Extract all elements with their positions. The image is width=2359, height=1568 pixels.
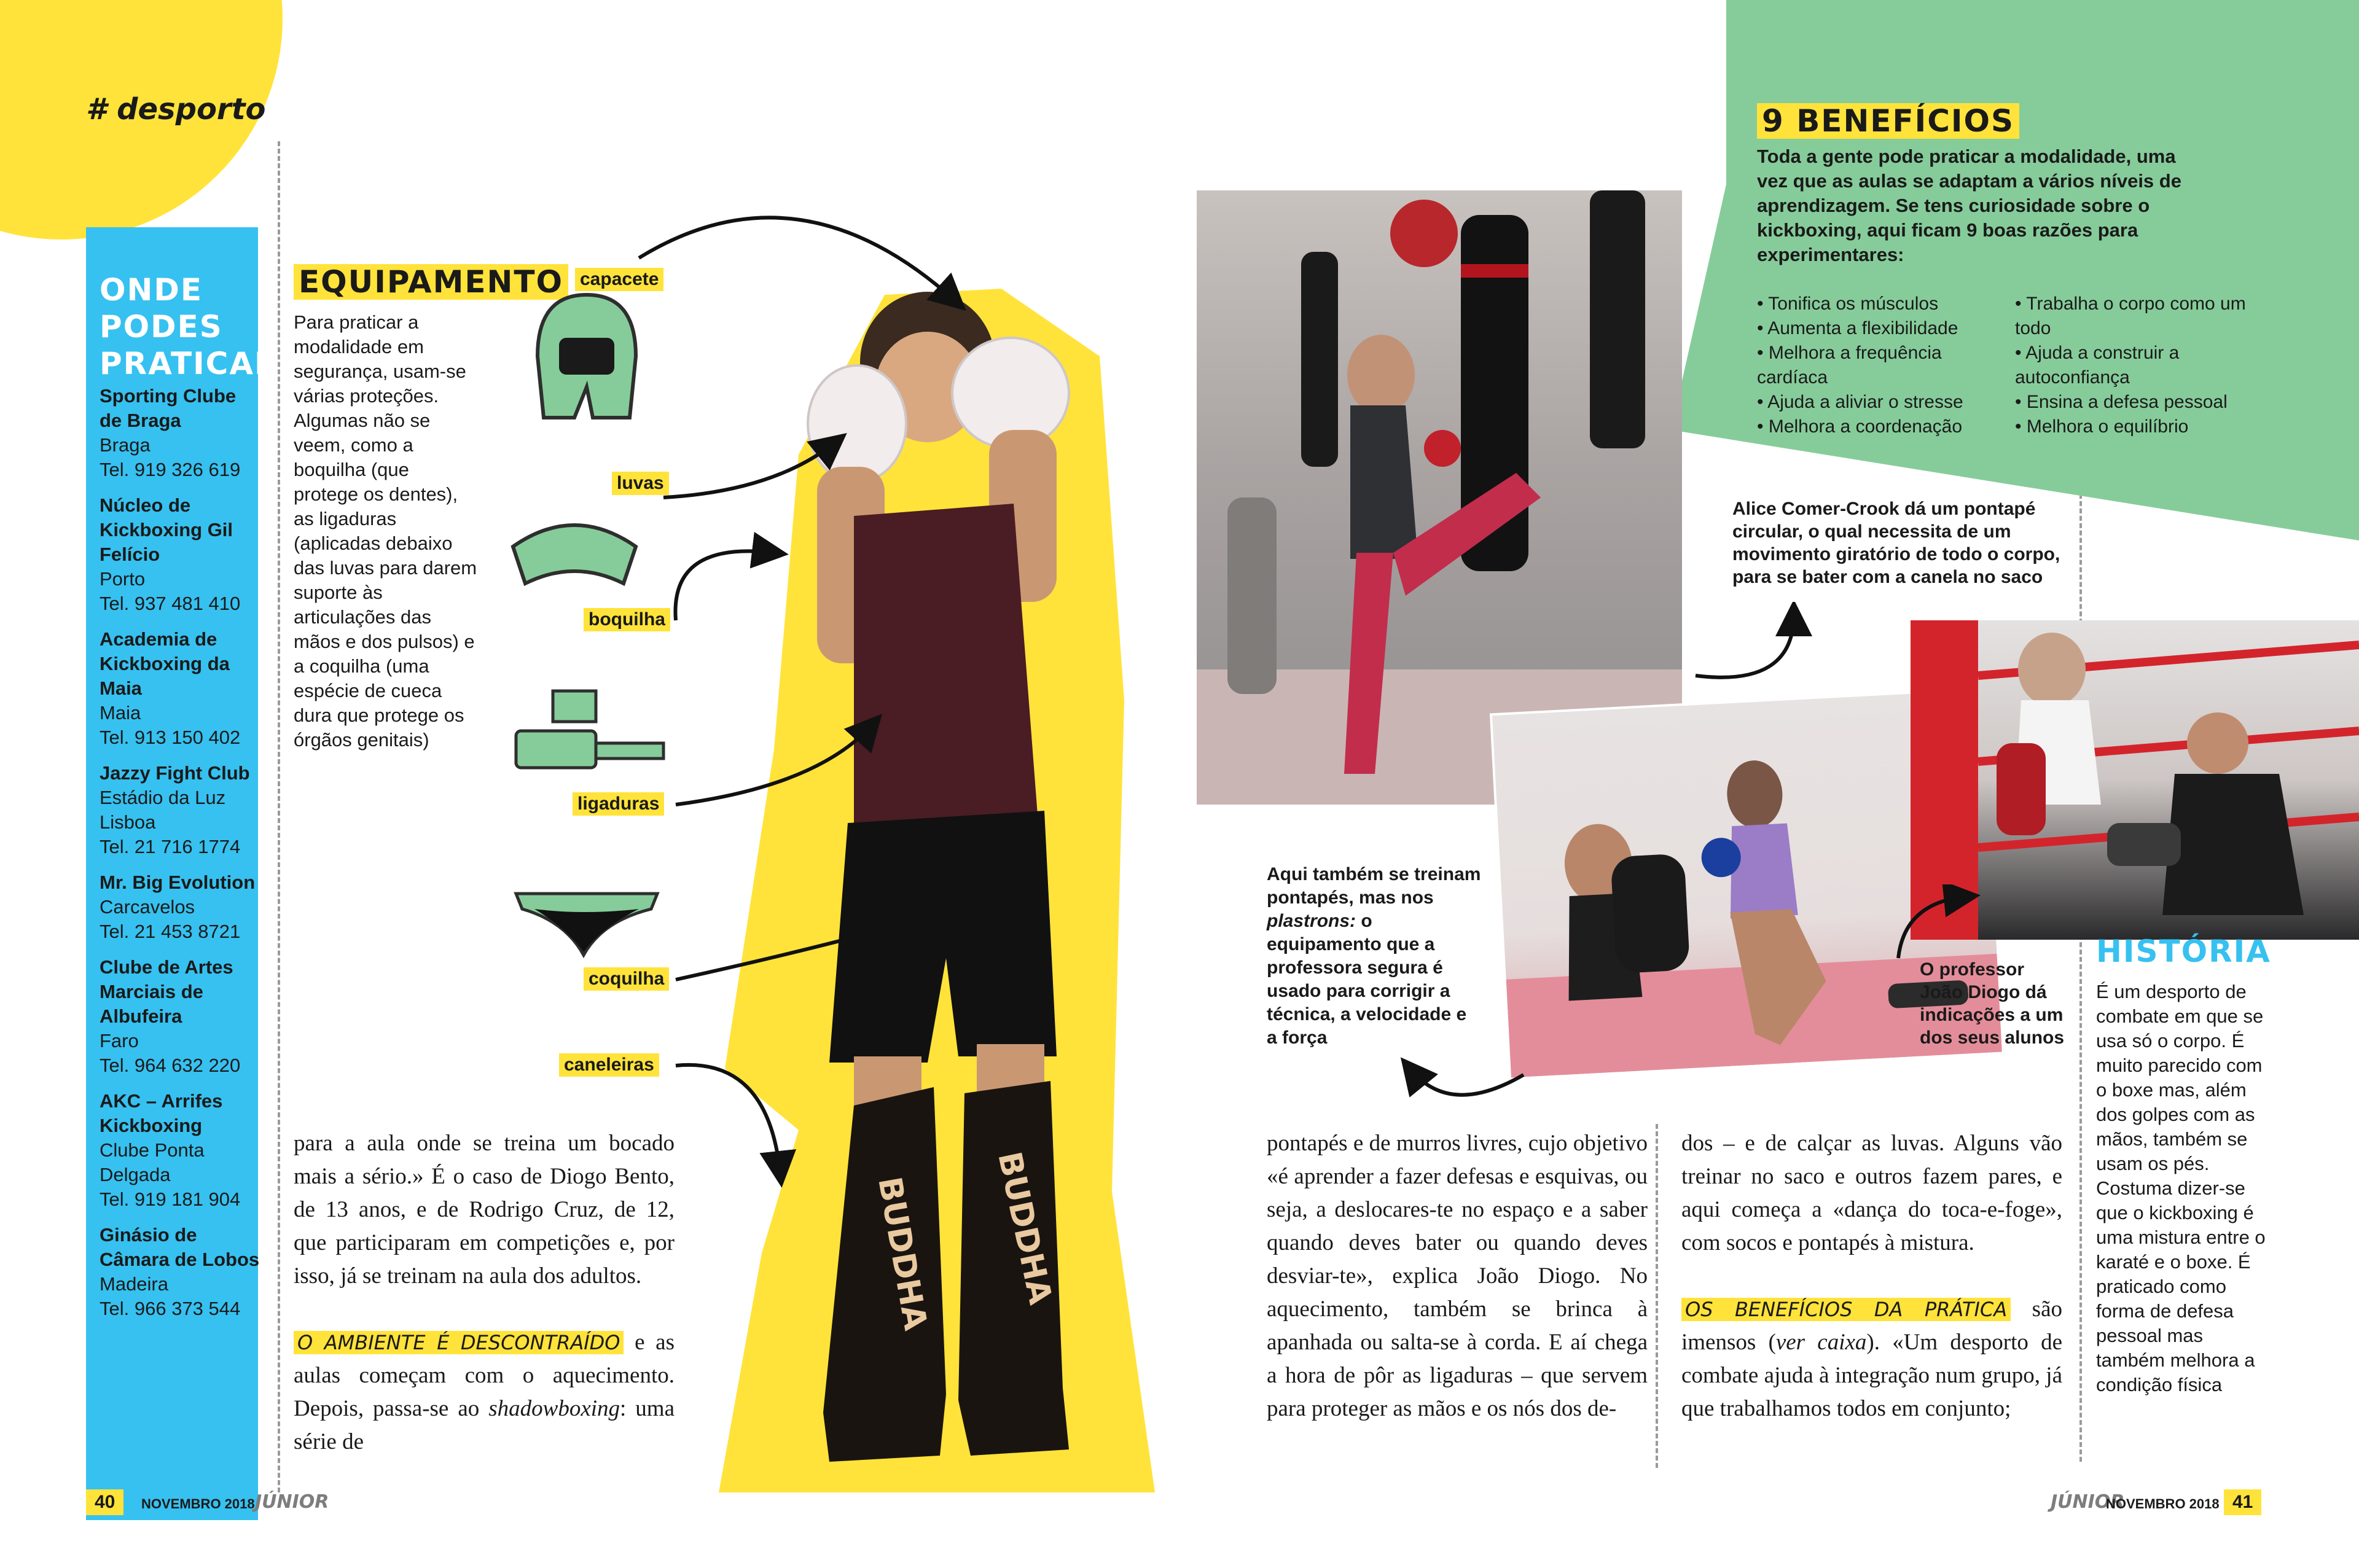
arrow-alice: [1696, 614, 1794, 677]
article-col-3: dos – e de calçar as luvas. Alguns vão treinar no saco e outros fazem pares, e aqui começa a «dança do toca-e-foge», com socos e pontapés à mistura. OS BENEFÍCIOS DA PRÁTICA são imensos (ver caixa). «Um desporto de combate ajuda à integração num grupo, já que trabalhamos todos em conjunto;: [1681, 1131, 2063, 1421]
arrow-coquilha: [676, 909, 958, 980]
venue-item: Jazzy Fight Club Estádio da Luz Lisboa Tel. 21 716 1774: [100, 762, 250, 857]
equipment-text: Para praticar a modalidade em segurança, usam-se várias proteções. Algumas não se veem, como a boquilha (que protege os dentes), as ligaduras (aplicadas debaixo das luvas para darem suporte às articulações das mãos e dos pulsos) e a coquilha (uma espécie de cueca dura que protege os órgãos genitais): [294, 311, 477, 751]
caption-alice: Alice Comer-Crook dá um pontapé circular, o qual necessita de um movimento giratório de todo o corpo, para se bater com a canela no saco: [1732, 499, 2060, 587]
label-ligaduras: ligaduras: [573, 792, 664, 816]
benefit-item: • Ajuda a aliviar o stresse: [1757, 392, 1963, 412]
venue-item: AKC – Arrifes Kickboxing Clube Ponta Delgada Tel. 919 181 904: [100, 1090, 241, 1210]
benefit-item: • Ensina a defesa pessoal: [2015, 392, 2228, 412]
article-col-1: para a aula onde se treina um bocado mais a sério.» É o caso de Diogo Bento, de 13 anos, e de Rodrigo Cruz, de 12, que participaram em competições e, por isso, já se treinam na aula dos adultos. O AMBIENTE É DESCONTRAÍDO e as aulas começam com o aquecimento. Depois, passa-se ao shadowboxing: uma série de: [294, 1131, 675, 1454]
label-boquilha: boquilha: [584, 608, 670, 631]
benefits-list-right: [2015, 292, 2273, 439]
subhead-ambiente: O AMBIENTE É DESCONTRAÍDO: [294, 1331, 624, 1354]
benefit-item: • Melhora a frequência cardíaca: [1757, 343, 1942, 388]
history-text: É um desporto de combate em que se usa só o corpo. É muito parecido com o boxe mas, além dos golpes com as mãos, também se usam os pés. Costuma dizer-se que o kickboxing é uma mistura entre o karaté e o boxe. É praticado como forma de defesa pessoal mas também melhora a condição física: [2096, 981, 2266, 1395]
article-col-2: pontapés e de murros livres, cujo objetivo «é aprender a fazer defesas e esquivas, ou seja, a deslocares-te no espaço e a saber quando deves bater ou quando deves desviar-te», explica João Diogo. No aquecimento, também se brinca à apanhada ou salta-se à corda. E aí chega a hora de pôr as ligaduras – que servem para proteger as mãos e os nós dos de-: [1267, 1131, 1648, 1421]
label-luvas: luvas: [612, 472, 669, 495]
venue-item: Academia de Kickboxing da Maia Maia Tel. 913 150 402: [100, 628, 241, 748]
page-number-right: 41: [2224, 1489, 2261, 1515]
footer-month-left: NOVEMBRO 2018: [141, 1496, 255, 1511]
benefit-item: • Melhora o equilíbrio: [2015, 416, 2189, 437]
venue-item: Ginásio de Câmara de Lobos Madeira Tel. 966 373 544: [100, 1224, 260, 1319]
history-title: HISTÓRIA: [2096, 934, 2271, 969]
arrow-boquilha: [675, 551, 774, 620]
shin-brand-right: BUDDHA: [990, 1149, 1059, 1308]
benefit-item: • Trabalha o corpo como um todo: [2015, 294, 2246, 338]
subhead-beneficios: OS BENEFÍCIOS DA PRÁTICA: [1681, 1298, 2011, 1321]
label-coquilha: coquilha: [584, 967, 669, 991]
benefits-title: 9 BENEFÍCIOS: [1757, 103, 2019, 139]
section-tag: # desporto: [86, 92, 266, 127]
caption-professor: O professor João Diogo dá indicações a um dos seus alunos: [1920, 959, 2065, 1048]
venue-item: Mr. Big Evolution Carcavelos Tel. 21 453 8721: [100, 872, 256, 942]
equipment-title: EQUIPAMENTO: [294, 264, 568, 300]
venue-item: Clube de Artes Marciais de Albufeira Faro Tel. 964 632 220: [100, 956, 241, 1076]
caption-plastrons: Aqui também se treinam pontapés, mas nos plastrons: o equipamento que a professora segura é usado para corrigir a técnica, a velocidade e a força: [1267, 864, 1481, 1048]
label-capacete: capacete: [575, 268, 663, 291]
shin-brand-left: BUDDHA: [870, 1174, 934, 1333]
arrow-capacete: [639, 217, 955, 301]
benefits-panel: [1671, 0, 2359, 553]
arrow-plastrons: [1410, 1069, 1524, 1095]
arrow-ligaduras: [676, 725, 872, 805]
benefits-intro: Toda a gente pode praticar a modalidade, uma vez que as aulas se adaptam a vários níveis de aprendizagem. Se tens curiosidade sobre o kickboxing, aqui ficam 9 boas razões para experimentares:: [1757, 146, 2181, 265]
venue-item: Sporting Clube de Braga Braga Tel. 919 326 619: [100, 385, 241, 480]
arrow-luvas: [663, 442, 835, 497]
caption-arrow-professor: [1886, 884, 1984, 970]
benefit-item: • Aumenta a flexibilidade: [1757, 318, 1958, 338]
footer-month-right: NOVEMBRO 2018: [2106, 1496, 2220, 1511]
footer-brand-right: JÚNIOR: [2051, 1491, 2125, 1513]
venue-item: Núcleo de Kickboxing Gil Felício Porto Tel. 937 481 410: [100, 494, 241, 614]
equipment-arrows: [0, 0, 1044, 1228]
benefit-item: • Melhora a coordenação: [1757, 416, 1963, 437]
label-caneleiras: caneleiras: [559, 1053, 659, 1077]
column-divider: [1656, 1124, 1658, 1468]
arrow-caneleiras: [676, 1065, 780, 1173]
benefit-item: • Tonifica os músculos: [1757, 294, 1939, 314]
benefit-item: • Ajuda a construir a autoconfiança: [2015, 343, 2180, 388]
footer-brand-left: JÚNIOR: [255, 1491, 329, 1513]
benefits-list-left: [1757, 292, 2003, 439]
page-number-left: 40: [86, 1489, 123, 1515]
venues-title: ONDE PODES PRATICAR: [100, 272, 280, 381]
